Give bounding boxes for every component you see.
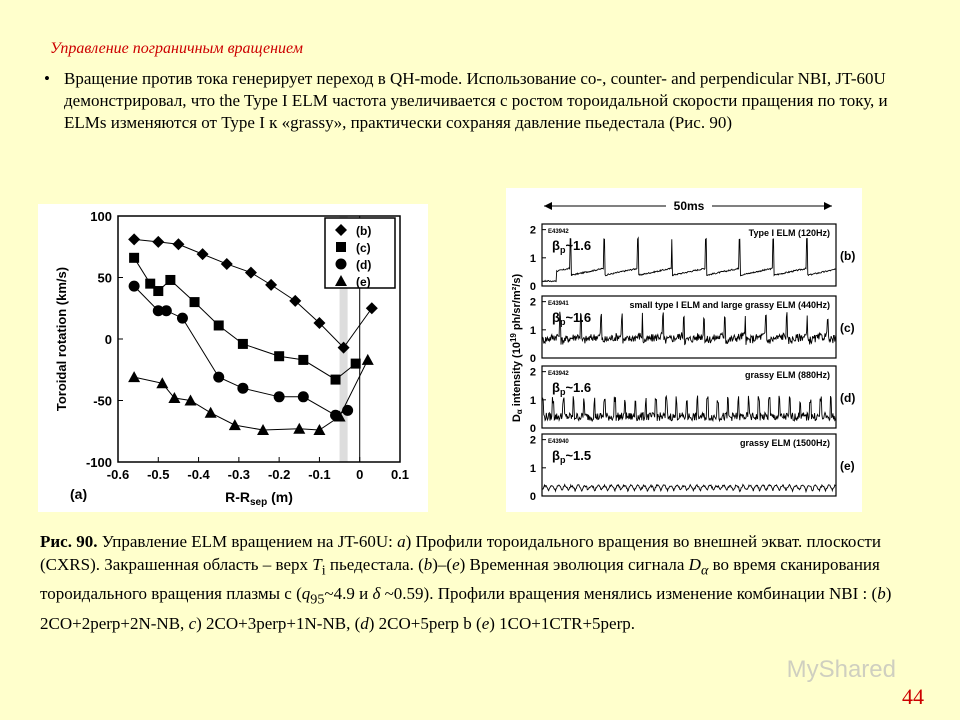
x-tick-label: 0 [356,467,364,482]
legend-entry: (c) [356,241,371,255]
caption-italic: D [688,555,701,574]
circle-marker [342,405,353,416]
y-tick-label: 2 [529,434,536,447]
shot-number: E43940 [548,439,569,445]
caption-sub: α [700,562,709,579]
y-tick-label: 0 [529,353,536,365]
triangle-marker [205,407,217,418]
square-marker [331,375,341,385]
section-heading: Управление пограничным вращением [50,40,303,57]
legend-entry: (e) [356,275,371,289]
x-tick-label: -0.1 [308,467,331,482]
square-marker [274,351,284,361]
beta-label: $\beta_p\sim 1.6$ [552,238,592,255]
panel-label-a: (a) [70,486,88,502]
diamond-marker [197,248,209,260]
diamond-marker [152,236,164,248]
caption-text: Управление ELM вращением на JT-60U: [97,532,398,551]
caption-italic: a [397,532,406,551]
circle-marker [298,391,309,402]
y-axis-label: Dα intensity ($10^{19}$ ph/sr/m²/s) [509,273,524,423]
beta-label: $\beta_p\sim 1.6$ [552,380,592,397]
caption-italic: q [301,584,311,604]
x-tick-label: 0.1 [390,467,410,482]
diamond-marker [221,258,233,270]
caption-label: Рис. 90. [40,532,98,551]
caption-text: во время сканирования тороидального вращения плазмы с ( [40,555,880,604]
caption-text: ) 2CO+3perp+1N-NB, ( [196,613,361,633]
diamond-marker [128,233,140,245]
caption-text: ) Временная эволюция сигнала [459,555,689,574]
x-tick-label: -0.4 [187,467,210,482]
square-marker [298,355,308,365]
bullet-marker: • [44,69,50,88]
caption-italic: c [188,613,197,633]
y-tick-label: 0 [529,491,536,503]
arrow-right-icon [824,202,832,210]
diamond-marker [366,302,378,314]
caption-text: ) 1CO+1CTR+5perp. [489,613,635,633]
square-marker [214,320,224,330]
x-axis-label: $R-R_{sep}$ (m) [225,489,293,508]
y-tick-label: 1 [529,462,536,475]
figure-b-e-dalpha-traces [506,188,862,512]
trace-panel-mixed [530,296,855,365]
y-tick-label: 2 [529,366,536,379]
y-tick-label: 1 [529,394,536,407]
x-tick-label: -0.3 [227,467,251,482]
circle-marker [213,372,224,383]
caption-sub: i [321,562,326,579]
panel-label: (e) [840,459,855,473]
caption-text: ) 2CO+2perp+2N-NB, [40,584,892,633]
y-axis-label: Toroidal rotation (km/s) [54,266,69,412]
y-tick-label: 0 [104,332,112,347]
circle-marker [336,259,347,270]
caption-italic: b [877,584,886,604]
caption-italic: d [360,613,369,633]
figure-a-rotation-profiles [38,204,428,512]
y-tick-label: 1 [529,252,536,265]
y-tick-label: 2 [529,224,536,237]
bullet-text: Вращение против тока генерирует переход в QH-mode. Использование co-, counter- and perpendicular NBI, JT-60U демонстрировал, что the Type I ELM частота увеличивается с ростом тороидальной скорости пращения по току, и ELMs изменяются от Type I к «grassy», практически сохраняя давление пьедестала (Рис. 90) [64,69,888,132]
caption-text: ) Профили тороидального вращения во внешней экват. плоскости (CXRS). Закрашенная область – верх [40,532,881,574]
watermark-logo: MyShared [786,656,896,683]
caption-italic: T [312,555,322,574]
series-triangle [128,354,374,435]
shot-number: E43942 [548,229,569,235]
diamond-marker [265,279,277,291]
time-scale-label: 50ms [673,199,705,213]
series-circle [129,281,354,421]
caption-italic: e [452,555,460,574]
square-marker [351,359,361,369]
beta-label: $\beta_p\sim 1.6$ [552,310,592,327]
dalpha-trace [542,485,836,492]
legend-entry: (d) [356,258,372,272]
circle-marker [274,391,285,402]
circle-marker [161,305,172,316]
y-tick-label: 2 [529,296,536,309]
square-marker [165,275,175,285]
legend [325,218,395,289]
square-marker [129,253,139,263]
circle-marker [129,281,140,292]
panel-title: grassy ELM (880Hz) [744,370,830,380]
x-tick-label: -0.6 [106,467,130,482]
panel-title: small type I ELM and large grassy ELM (440Hz) [629,300,830,310]
circle-marker [237,383,248,394]
shot-number: E43941 [548,301,569,307]
panel-label: (c) [840,321,855,335]
panel-title: grassy ELM (1500Hz) [739,438,830,448]
shot-number: E43942 [548,371,569,377]
dalpha-trace [542,396,836,421]
dalpha-trace-chart [506,188,862,512]
caption-italic: b [423,555,433,574]
figure-caption [40,530,932,635]
square-marker [336,242,346,252]
triangle-marker [362,354,374,365]
square-marker [153,286,163,296]
square-marker [190,297,200,307]
legend-entry: (b) [356,224,372,238]
diamond-marker [172,238,184,250]
triangle-marker [229,419,241,430]
panel-label: (b) [840,249,856,263]
rotation-profile-chart [38,204,428,512]
caption-italic: δ [372,584,381,604]
panel-title: Type I ELM (120Hz) [748,228,830,238]
y-tick-label: 0 [529,423,536,435]
trace-panel-grassy [530,366,855,435]
caption-text: ) 2CO+5perp b ( [368,613,482,633]
caption-text: ~0.59). Профили вращения менялись изменение комбинации NBI : ( [380,584,878,604]
caption-sub: 95 [310,591,325,608]
y-tick-label: 0 [529,281,536,293]
caption-text: пьедестала. ( [325,555,424,574]
page-number: 44 [902,684,924,709]
caption-italic: e [481,613,490,633]
diamond-marker [245,267,257,279]
x-tick-label: -0.5 [147,467,170,482]
y-tick-label: -50 [93,393,112,409]
trace-panel-fine [530,434,855,503]
triangle-marker [128,371,140,382]
beta-label: $\beta_p\sim 1.5$ [552,448,592,465]
caption-text: ~4.9 и [324,584,373,604]
trace-panel-type1 [530,224,855,293]
caption-text: )–( [432,555,453,574]
y-tick-label: -100 [85,455,112,470]
arrow-left-icon [544,202,552,210]
panel-label: (d) [840,391,856,405]
x-tick-label: -0.2 [267,467,291,482]
circle-marker [177,313,188,324]
triangle-marker [293,423,305,434]
y-tick-label: 100 [90,209,112,224]
y-tick-label: 1 [529,324,536,337]
square-marker [238,339,248,349]
y-tick-label: 50 [97,270,112,286]
